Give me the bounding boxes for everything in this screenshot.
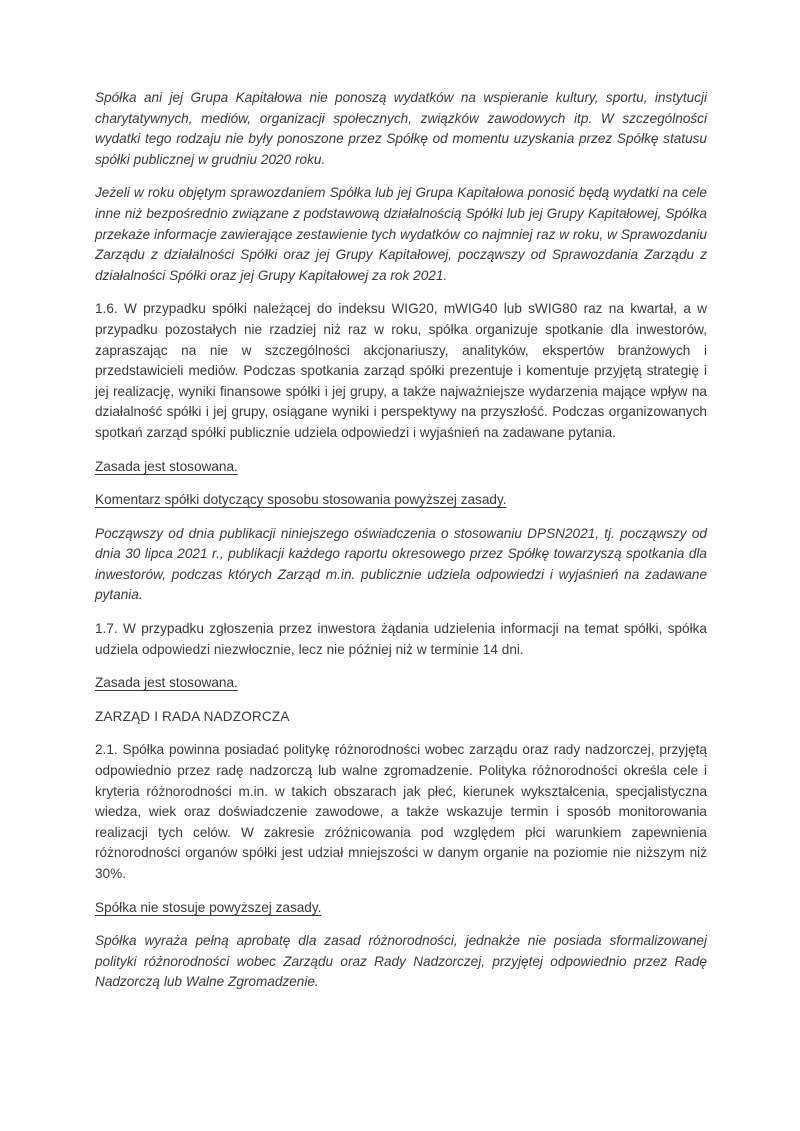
paragraph-wydatki-sprawozdanie: Jeżeli w roku objętym sprawozdaniem Spółka lub jej Grupa Kapitałowa ponosić będą wydatki na cele inne niż bezpośrednio związane z podstawową działalnością Spółki lub jej Grupy Kapitałowej, Spółka przekaże informacje zawierające zestawienie tych wydatków co najmniej raz w roku, w Sprawozdaniu Zarządu z działalności Spółki oraz jej Grupy Kapitałowej, począwszy od Sprawozdania Zarządu z działalności Spółki oraz jej Grupy Kapitałowej za rok 2021. bbox=[95, 185, 707, 283]
document-body bbox=[95, 88, 707, 1006]
heading-text: Zasada jest stosowana. bbox=[95, 675, 238, 691]
heading-text: Komentarz spółki dotyczący sposobu stosowania powyższej zasady. bbox=[95, 492, 507, 508]
paragraph-principle-1-6: 1.6. W przypadku spółki należącej do indeksu WIG20, mWIG40 lub sWIG80 raz na kwartał, a w przypadku pozostałych nie rzadziej niż raz w roku, spółka organizuje spotkanie dla inwestorów, zapraszając na nie w szczególności akcjonariuszy, analityków, ekspertów branżowych i przedstawicieli mediów. Podczas spotkania zarząd spółki prezentuje i komentuje przyjętą strategię i jej realizację, wyniki finansowe spółki i jej grupy, a także najważniejsze wydarzenia mające wpływ na działalność spółki i jej grupy, osiągane wyniki i perspektywy na przyszłość. Podczas organizowanych spotkań zarząd spółki publicznie udziela odpowiedzi i wyjaśnień na zadawane pytania. bbox=[95, 301, 707, 440]
heading-text: Spółka nie stosuje powyższej zasady. bbox=[95, 899, 322, 915]
paragraph-aprobata-roznorodnosc: Spółka wyraża pełną aprobatę dla zasad różnorodności, jednakże nie posiada sformalizowanej polityki różnorodności wobec Zarządu oraz Rady Nadzorczej, przyjętej odpowiednio przez Radę Nadzorczą lub Walne Zgromadzenie. bbox=[95, 933, 707, 990]
paragraph-poczawszy-dpsn2021: Począwszy od dnia publikacji niniejszego oświadczenia o stosowaniu DPSN2021, tj. począwszy od dnia 30 lipca 2021 r., publikacji każdego raportu okresowego przez Spółkę towarzyszą spotkania dla inwestorów, podczas których Zarząd m.in. publicznie udziela odpowiedzi i wyjaśnień na zadawane pytania. bbox=[95, 525, 707, 603]
heading-zasada-jest-stosowana-2 bbox=[95, 673, 707, 694]
heading-komentarz-spolki bbox=[95, 490, 707, 511]
heading-spolka-nie-stosuje bbox=[95, 898, 707, 919]
paragraph-principle-2-1: 2.1. Spółka powinna posiadać politykę różnorodności wobec zarządu oraz rady nadzorczej, przyjętą odpowiednio przez radę nadzorczą lub walne zgromadzenie. Polityka różnorodności określa cele i kryteria różnorodności m.in. w takich obszarach jak płeć, kierunek wykształcenia, specjalistyczna wiedza, wiek oraz doświadczenie zawodowe, a także wskazuje termin i sposób monitorowania realizacji tych celów. W zakresie zróżnicowania pod względem płci warunkiem zapewnienia różnorodności organów spółki jest udział mniejszości w danym organie na poziomie nie niższym niż 30%. bbox=[95, 742, 707, 881]
paragraph-kultura-sport: Spółka ani jej Grupa Kapitałowa nie ponoszą wydatków na wspieranie kultury, sportu, instytucji charytatywnych, mediów, organizacji społecznych, związków zawodowych itp. W szczególności wydatki tego rodzaju nie były ponoszone przez Spółkę od momentu uzyskania przez Spółkę statusu spółki publicznej w grudniu 2020 roku. bbox=[95, 90, 707, 167]
heading-text: Zasada jest stosowana. bbox=[95, 458, 238, 474]
section-title-zarzad-i-rada-nadzorcza: ZARZĄD I RADA NADZORCZA bbox=[95, 708, 290, 724]
heading-zasada-jest-stosowana-1 bbox=[95, 457, 707, 478]
paragraph-principle-1-7: 1.7. W przypadku zgłoszenia przez inwestora żądania udzielenia informacji na temat spółki, spółka udziela odpowiedzi niezwłocznie, lecz nie później niż w terminie 14 dni. bbox=[95, 621, 707, 657]
